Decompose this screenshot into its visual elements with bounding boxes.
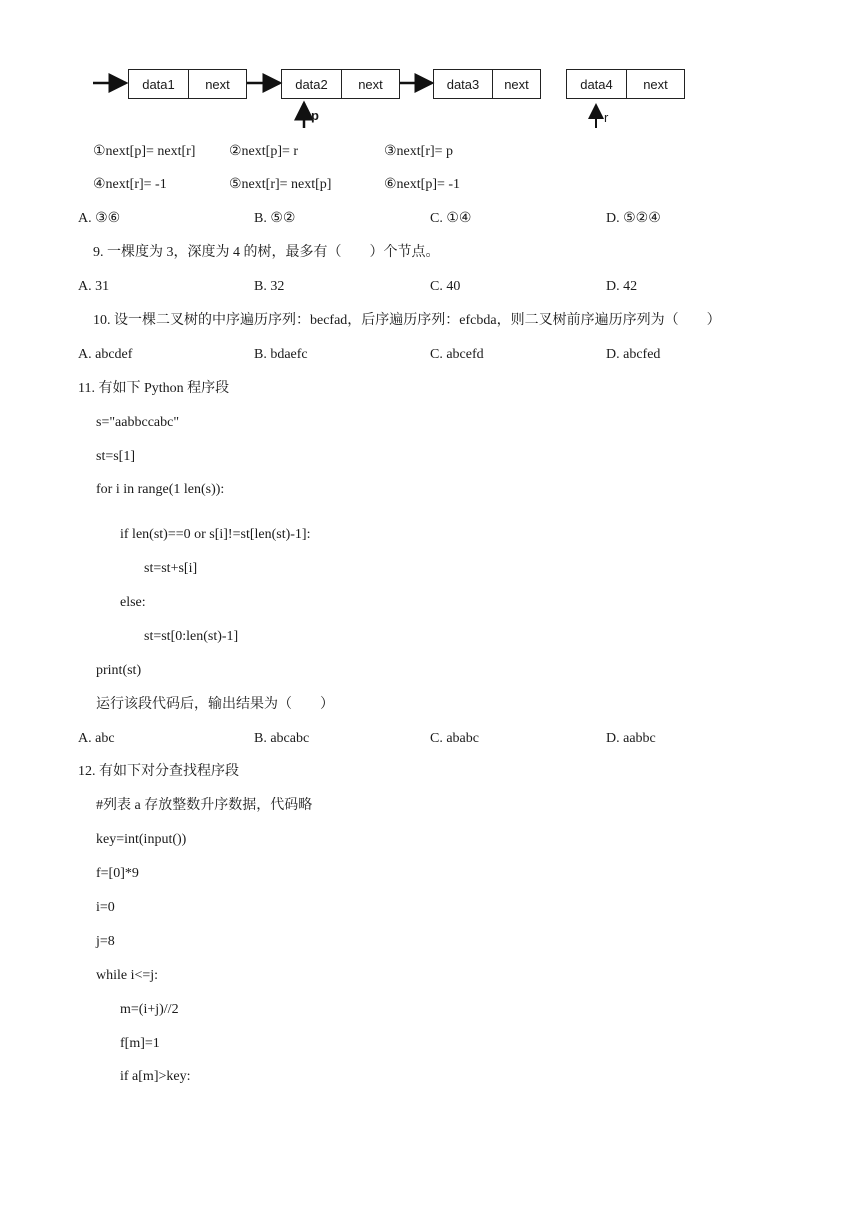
node-data-cell: data3 bbox=[434, 70, 493, 98]
node-data-cell: data1 bbox=[129, 70, 189, 98]
q12-code-line: j=8 bbox=[96, 934, 115, 949]
q9-option-a: A. 31 bbox=[78, 279, 110, 294]
pointer-p-label: p bbox=[311, 108, 319, 123]
q11-code-line: print(st) bbox=[96, 663, 142, 678]
q8-statement-6: ⑥next[p]= -1 bbox=[384, 177, 461, 192]
q12-code-line: #列表 a 存放整数升序数据，代码略 bbox=[96, 798, 313, 813]
q11-code-line: st=st[0:len(st)-1] bbox=[144, 629, 239, 644]
q11-option-c: C. ababc bbox=[430, 731, 479, 746]
q9-option-d: D. 42 bbox=[606, 279, 638, 294]
q8-statement-1: ①next[p]= next[r] bbox=[93, 144, 196, 159]
q10-option-d: D. abcfed bbox=[606, 347, 661, 362]
q12-code-line: while i<=j: bbox=[96, 968, 159, 983]
q12-code-line: key=int(input()) bbox=[96, 832, 187, 847]
q12-code-line: i=0 bbox=[96, 900, 115, 915]
q8-statement-3: ③next[r]= p bbox=[384, 144, 454, 159]
node-data4 bbox=[566, 69, 685, 99]
q10-stem: 10. 设一棵二叉树的中序遍历序列：becfad，后序遍历序列：efcbda，则二叉树前序遍历序列为（ ） bbox=[93, 313, 721, 328]
q11-code-line: if len(st)==0 or s[i]!=st[len(st)-1]: bbox=[120, 527, 311, 542]
q11-question: 运行该段代码后，输出结果为（ ） bbox=[96, 697, 334, 712]
q9-option-b: B. 32 bbox=[254, 279, 285, 294]
node-data-cell: data2 bbox=[282, 70, 342, 98]
q11-option-b: B. abcabc bbox=[254, 731, 310, 746]
q12-code-line: if a[m]>key: bbox=[120, 1069, 191, 1084]
node-data3 bbox=[433, 69, 541, 99]
q11-code-line: st=s[1] bbox=[96, 449, 136, 464]
q8-statement-5: ⑤next[r]= next[p] bbox=[229, 177, 332, 192]
q8-option-b: B. ⑤② bbox=[254, 211, 296, 226]
q8-statement-2: ②next[p]= r bbox=[229, 144, 299, 159]
node-data1 bbox=[128, 69, 247, 99]
node-next-cell: next bbox=[504, 76, 529, 92]
q12-code-line: f[m]=1 bbox=[120, 1036, 160, 1051]
q12-code-line: f=[0]*9 bbox=[96, 866, 139, 881]
q10-option-a: A. abcdef bbox=[78, 347, 133, 362]
node-next-cell: next bbox=[205, 76, 230, 92]
q9-stem: 9. 一棵度为 3，深度为 4 的树，最多有（ ）个节点。 bbox=[93, 245, 440, 260]
q11-option-d: D. aabbc bbox=[606, 731, 656, 746]
q11-code-line: st=st+s[i] bbox=[144, 561, 198, 576]
q11-code-line: s="aabbccabc" bbox=[96, 415, 180, 430]
q11-stem: 11. 有如下 Python 程序段 bbox=[78, 381, 230, 396]
q8-option-a: A. ③⑥ bbox=[78, 211, 121, 226]
q8-option-c: C. ①④ bbox=[430, 211, 472, 226]
q10-option-b: B. bdaefc bbox=[254, 347, 308, 362]
q11-code-line: else: bbox=[120, 595, 146, 610]
q12-stem: 12. 有如下对分查找程序段 bbox=[78, 764, 239, 779]
q11-code-line: for i in range(1 len(s)): bbox=[96, 482, 225, 497]
q9-option-c: C. 40 bbox=[430, 279, 461, 294]
q8-option-d: D. ⑤②④ bbox=[606, 211, 661, 226]
node-next-cell: next bbox=[643, 76, 668, 92]
q12-code-line: m=(i+j)//2 bbox=[120, 1002, 179, 1017]
node-data2 bbox=[281, 69, 400, 99]
node-data-cell: data4 bbox=[567, 70, 627, 98]
pointer-r-label: r bbox=[604, 110, 609, 125]
q10-option-c: C. abcefd bbox=[430, 347, 484, 362]
q8-statement-4: ④next[r]= -1 bbox=[93, 177, 167, 192]
q11-option-a: A. abc bbox=[78, 731, 115, 746]
node-next-cell: next bbox=[358, 76, 383, 92]
